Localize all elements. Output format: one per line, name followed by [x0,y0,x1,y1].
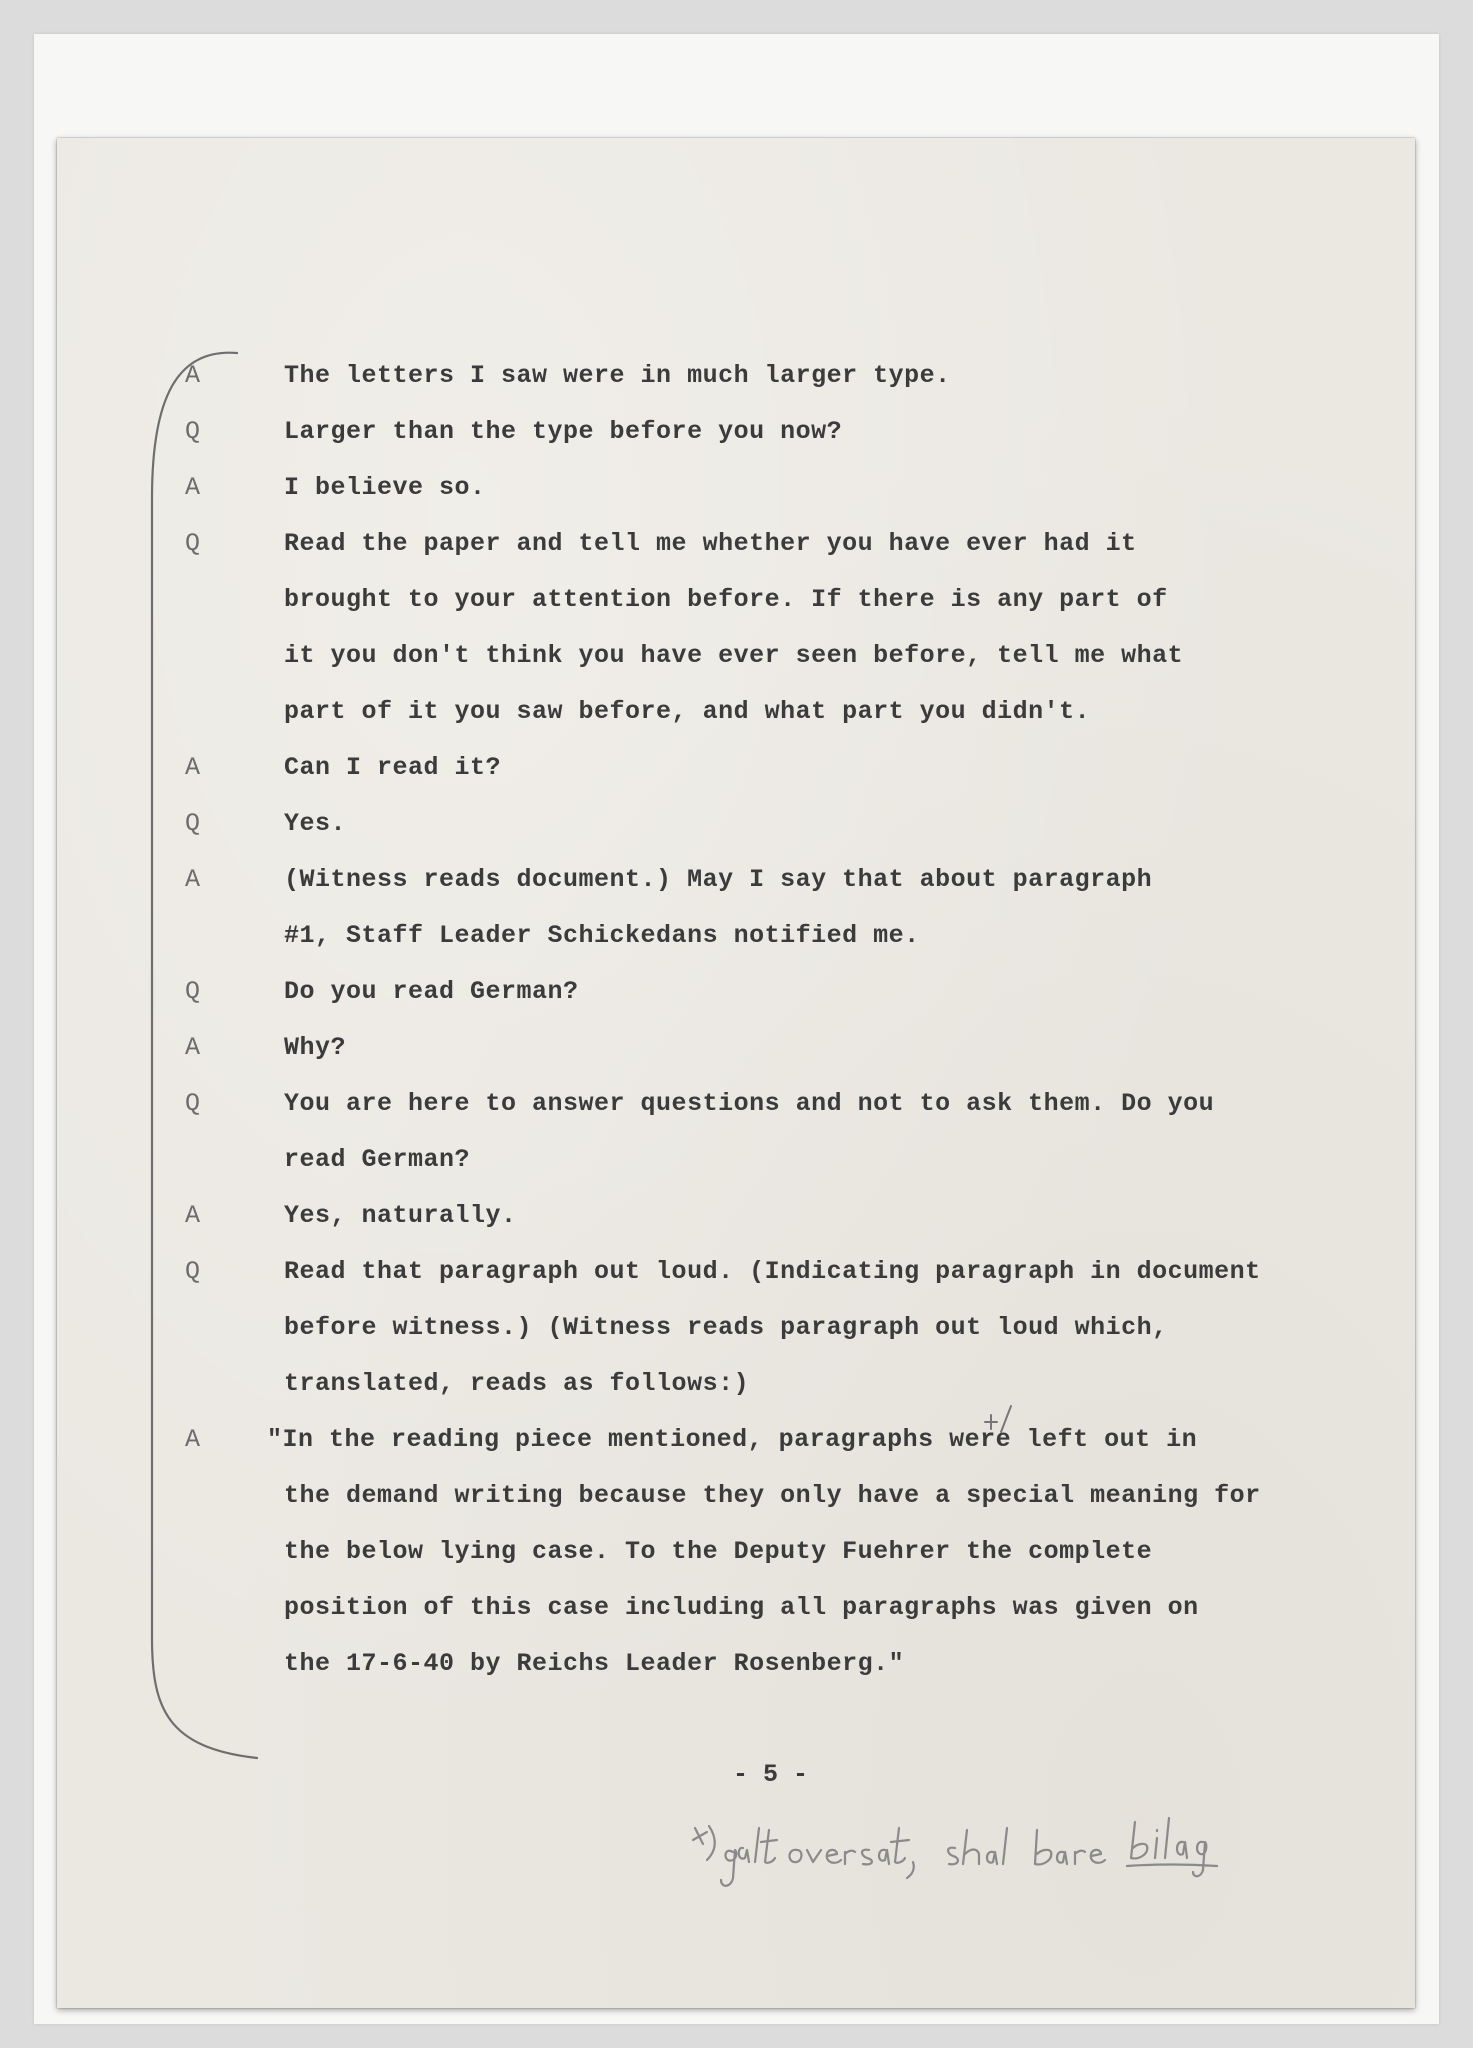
line-text: Do you read German? [284,977,579,1006]
speaker-label: Q [185,809,201,838]
speaker-label: A [185,753,201,782]
line-text: position of this case including all paragraphs was given on [284,1593,1199,1622]
speaker-label: A [185,1201,201,1230]
line-text: Yes, naturally. [284,1201,517,1230]
transcript-line [57,921,1415,961]
transcript-line [57,529,1415,569]
transcript-line [57,1089,1415,1129]
line-text: The letters I saw were in much larger type. [284,361,951,390]
line-text: read German? [284,1145,471,1174]
speaker-label: Q [185,1089,201,1118]
line-text: "In the reading piece mentioned, paragraphs were left out in [267,1425,1198,1454]
transcript-line [57,585,1415,625]
handwritten-note [687,1808,1387,1898]
speaker-label: Q [185,1257,201,1286]
speaker-label: A [185,1033,201,1062]
line-text: Can I read it? [284,753,502,782]
transcript-line [57,1537,1415,1577]
handwritten-margin-mark [977,1400,1017,1440]
speaker-label: Q [185,417,201,446]
transcript-line [57,1369,1415,1409]
line-text: #1, Staff Leader Schickedans notified me. [284,921,920,950]
transcript-line [57,473,1415,513]
transcript-line [57,697,1415,737]
transcript-line [57,753,1415,793]
speaker-label: A [185,865,201,894]
speaker-label: Q [185,977,201,1006]
line-text: brought to your attention before. If there is any part of [284,585,1168,614]
line-text: (Witness reads document.) May I say that about paragraph [284,865,1153,894]
line-text: I believe so. [284,473,486,502]
document-page [57,138,1415,2008]
page-number: - 5 - [733,1760,809,1789]
speaker-label: A [185,473,201,502]
transcript-line [57,361,1415,401]
line-text: the 17-6-40 by Reichs Leader Rosenberg." [284,1649,905,1678]
line-text: Larger than the type before you now? [284,417,843,446]
transcript-line [57,865,1415,905]
transcript-line [57,1481,1415,1521]
transcript-line [57,1145,1415,1185]
speaker-label: A [185,361,201,390]
transcript-line [57,1425,1415,1465]
transcript-line [57,1649,1415,1689]
transcript-line [57,641,1415,681]
speaker-label: A [185,1425,201,1454]
line-text: the demand writing because they only have a special meaning for [284,1481,1261,1510]
line-text: Read the paper and tell me whether you have ever had it [284,529,1137,558]
transcript-line [57,1313,1415,1353]
line-text: part of it you saw before, and what part you didn't. [284,697,1091,726]
transcript-line [57,417,1415,457]
line-text: Read that paragraph out loud. (Indicating paragraph in document [284,1257,1261,1286]
line-text: it you don't think you have ever seen before, tell me what [284,641,1184,670]
line-text: You are here to answer questions and not to ask them. Do you [284,1089,1215,1118]
transcript-line [57,1201,1415,1241]
line-text: the below lying case. To the Deputy Fuehrer the complete [284,1537,1153,1566]
transcript-line [57,809,1415,849]
line-text: Why? [284,1033,347,1062]
line-text: before witness.) (Witness reads paragraph out loud which, [284,1313,1168,1342]
speaker-label: Q [185,529,201,558]
line-text: Yes. [284,809,347,838]
transcript-line [57,1593,1415,1633]
transcript-line [57,1257,1415,1297]
transcript-line [57,1033,1415,1073]
line-text: translated, reads as follows:) [284,1369,750,1398]
transcript-line [57,977,1415,1017]
